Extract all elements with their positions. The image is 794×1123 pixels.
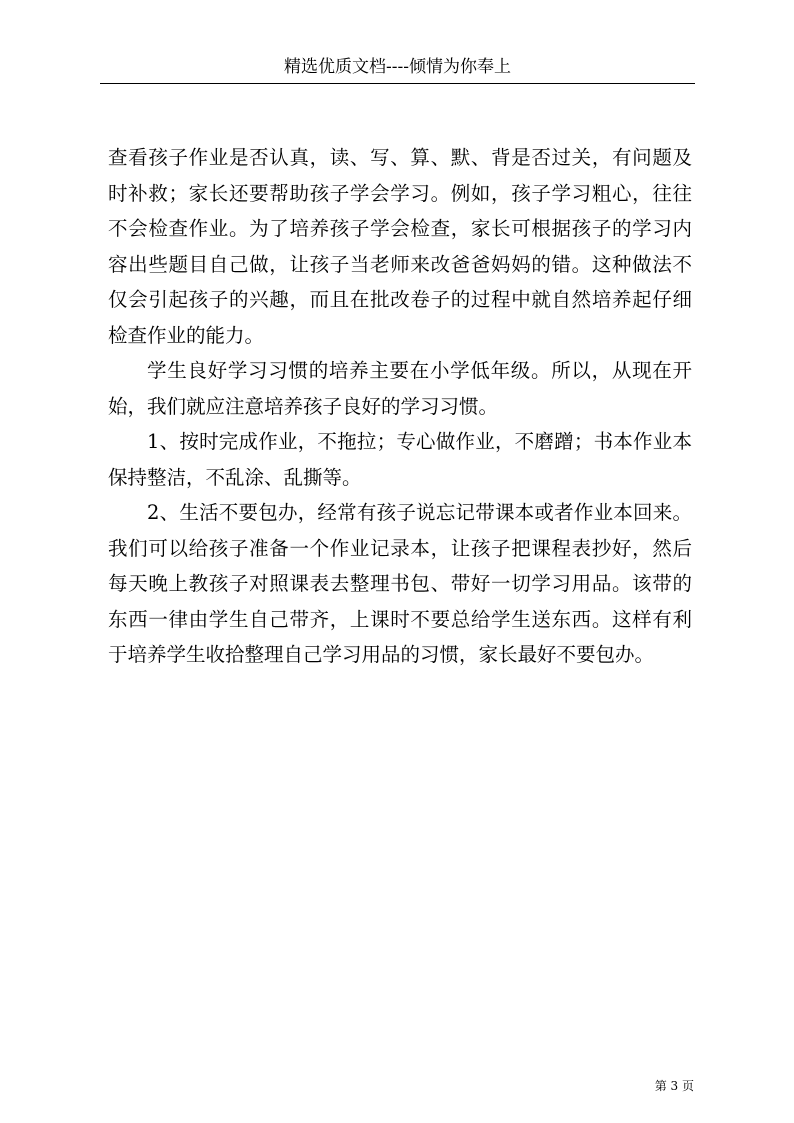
paragraph-continuation: 查看孩子作业是否认真，读、写、算、默、背是否过关，有问题及时补救；家长还要帮助孩子学会学习。例如，孩子学习粗心，往往不会检查作业。为了培养孩子学会检查，家长可根据孩子的学习内容出些题目自己做，让孩子当老师来改爸爸妈妈的错。这种做法不仅会引起孩子的兴趣，而且在批改卷子的过程中就自然培养起仔细检查作业的能力。 [108,146,692,347]
page-header [100,54,695,82]
paragraph-item-1: 1、按时完成作业，不拖拉；专心做作业，不磨蹭；书本作业本保持整洁，不乱涂、乱撕等。 [108,430,692,489]
header-title: 精选优质文档----倾情为你奉上 [284,57,511,77]
paragraph-item-2: 2、生活不要包办，经常有孩子说忘记带课本或者作业本回来。我们可以给孩子准备一个作业记录本，让孩子把课程表抄好，然后每天晚上教孩子对照课表去整理书包、带好一切学习用品。该带的东西一律由学生自己带齐，上课时不要总给学生送东西。这样有利于培养学生收拾整理自己学习用品的习惯，家长最好不要包办。 [108,501,692,666]
page-number: 第 3 页 [654,1079,694,1093]
document-body [108,140,692,673]
header-divider [100,83,695,84]
paragraph-study-habits: 学生良好学习习惯的培养主要在小学低年级。所以，从现在开始，我们就应注意培养孩子良好的学习习惯。 [108,359,692,418]
page-footer [560,1078,694,1094]
